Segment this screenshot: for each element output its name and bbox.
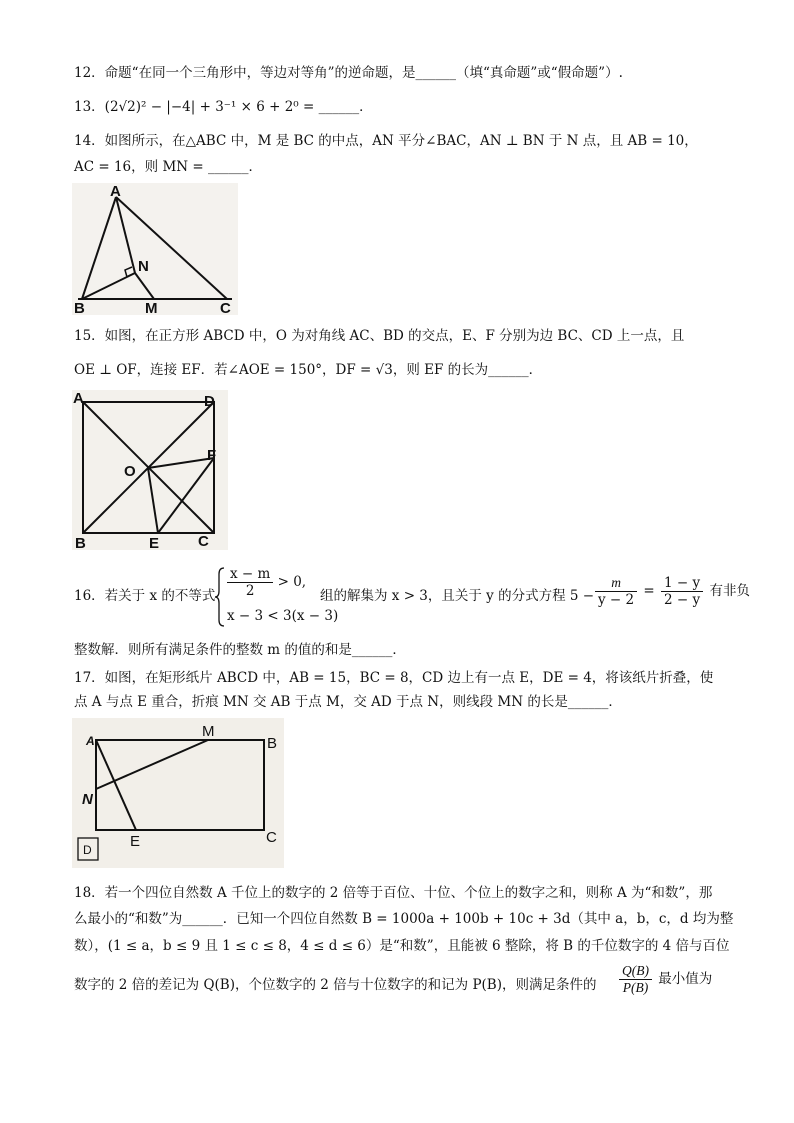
question-16-equation bbox=[593, 575, 750, 608]
q16-ineq2: x − 3 < 3(x − 3) bbox=[227, 608, 339, 624]
q16-frac2-denominator: 2 − y bbox=[664, 592, 701, 608]
question-18-line-2 bbox=[74, 909, 733, 929]
question-16-text-2: 整数解．则所有满足条件的整数 m 的值的和是______． bbox=[74, 642, 406, 658]
question-15-text-1: 15．如图，在正方形 ABCD 中，O 为对角线 AC、BD 的交点，E、F 分别为边 BC、CD 上一点，且 bbox=[74, 328, 685, 344]
fig17-label-b: B bbox=[267, 735, 278, 752]
q18-frac-numerator: Q(B) bbox=[619, 963, 652, 980]
question-18-text-4a: 数字的 2 倍的差记为 Q(B)，个位数字的 2 倍与十位数字的和记为 P(B)，则满足条件的 bbox=[74, 977, 597, 993]
question-18-line-1 bbox=[74, 883, 712, 903]
fig15-label-e: E bbox=[149, 535, 160, 550]
question-16-line-2 bbox=[74, 640, 406, 660]
fig17-label-e: E bbox=[130, 833, 141, 850]
question-13 bbox=[74, 97, 373, 117]
fig17-label-n: N bbox=[82, 791, 93, 808]
question-15-line-2 bbox=[74, 360, 542, 380]
question-12 bbox=[74, 63, 623, 83]
figure-14-triangle bbox=[72, 183, 238, 315]
question-14-text-1: 14．如图所示，在△ABC 中，M 是 BC 的中点，AN 平分∠BAC，AN ⊥ BN 于 N 点，且 AB = 10， bbox=[74, 133, 698, 149]
figure-15-square bbox=[72, 390, 228, 550]
question-18-fraction bbox=[617, 963, 712, 996]
question-16-text-mid: 组的解集为 x > 3，且关于 y 的分式方程 5 − bbox=[320, 588, 595, 604]
question-13-text: 13．(2√2)² − |−4| + 3⁻¹ × 6 + 2⁰ = ______． bbox=[74, 99, 373, 115]
question-18-text-4b: 最小值为 bbox=[658, 971, 713, 987]
question-18-text-3: 数），(1 ≤ a，b ≤ 9 且 1 ≤ c ≤ 8，4 ≤ d ≤ 6）是“和数”，且能被 6 整除，将 B 的千位数字的 4 倍与百位 bbox=[74, 938, 730, 954]
fig15-label-b: B bbox=[75, 535, 86, 550]
q16-ineq1-denominator: 2 bbox=[245, 583, 255, 599]
fig15-label-d: D bbox=[204, 393, 215, 410]
question-18-text-1: 18．若一个四位自然数 A 千位上的数字的 2 倍等于百位、十位、个位上的数字之和，则称 A 为“和数”，那 bbox=[74, 885, 713, 901]
fig17-label-d: D bbox=[83, 843, 92, 857]
question-17-text-1: 17．如图，在矩形纸片 ABCD 中，AB = 15，BC = 8，CD 边上有一点 E，DE = 4，将该纸片折叠，使 bbox=[74, 670, 714, 686]
question-12-text: 12．命题“在同一个三角形中，等边对等角”的逆命题，是______（填“真命题”或“假命题”）. bbox=[74, 65, 623, 81]
q16-frac1-denominator: y − 2 bbox=[598, 592, 635, 608]
q16-frac2-numerator: 1 − y bbox=[661, 575, 703, 592]
figure-17-rectangle bbox=[72, 718, 284, 868]
fig14-label-m: M bbox=[145, 300, 158, 315]
fig14-label-a: A bbox=[110, 183, 121, 200]
question-14-line-2 bbox=[74, 157, 262, 177]
question-15-text-2: OE ⊥ OF，连接 EF．若∠AOE = 150°，DF = √3，则 EF 的长为______． bbox=[74, 362, 543, 378]
question-16-prefix bbox=[74, 586, 215, 606]
q18-frac-denominator: P(B) bbox=[622, 980, 649, 995]
fig15-label-o: O bbox=[124, 463, 136, 480]
fig15-label-c: C bbox=[198, 533, 209, 550]
question-18-line-3 bbox=[74, 936, 730, 956]
q16-ineq1-numerator: x − m bbox=[227, 566, 273, 583]
fig17-label-c: C bbox=[266, 829, 277, 846]
question-18-text-2: 么最小的“和数”为______．已知一个四位自然数 B = 1000a + 100b + 10c + 3d（其中 a，b，c，d 均为整 bbox=[74, 911, 734, 927]
fig15-label-f: F bbox=[207, 447, 217, 464]
question-16-middle bbox=[320, 586, 594, 606]
question-15-line-1 bbox=[74, 326, 684, 346]
question-18-line-4 bbox=[74, 975, 597, 995]
fig14-label-b: B bbox=[74, 300, 85, 315]
q16-frac1-numerator: m bbox=[595, 575, 637, 592]
q16-ineq1-tail: > 0, bbox=[277, 574, 307, 590]
question-14-line-1 bbox=[74, 131, 698, 151]
q16-tail: 有非负 bbox=[709, 583, 750, 599]
question-14-text-2: AC = 16，则 MN = ______． bbox=[74, 159, 262, 175]
q16-equals-sign: = bbox=[643, 583, 655, 599]
question-16-text-prefix: 16．若关于 x 的不等式 bbox=[74, 588, 216, 604]
fig17-label-a: A bbox=[86, 734, 95, 748]
fig17-label-m: M bbox=[202, 723, 215, 740]
fig14-label-n: N bbox=[138, 258, 149, 275]
question-17-text-2: 点 A 与点 E 重合，折痕 MN 交 AB 于点 M，交 AD 于点 N，则线段 MN 的长是______． bbox=[74, 694, 622, 710]
question-17-line-1 bbox=[74, 668, 713, 688]
question-17-line-2 bbox=[74, 692, 622, 712]
fig14-label-c: C bbox=[220, 300, 231, 315]
fig15-label-a: A bbox=[73, 390, 84, 407]
